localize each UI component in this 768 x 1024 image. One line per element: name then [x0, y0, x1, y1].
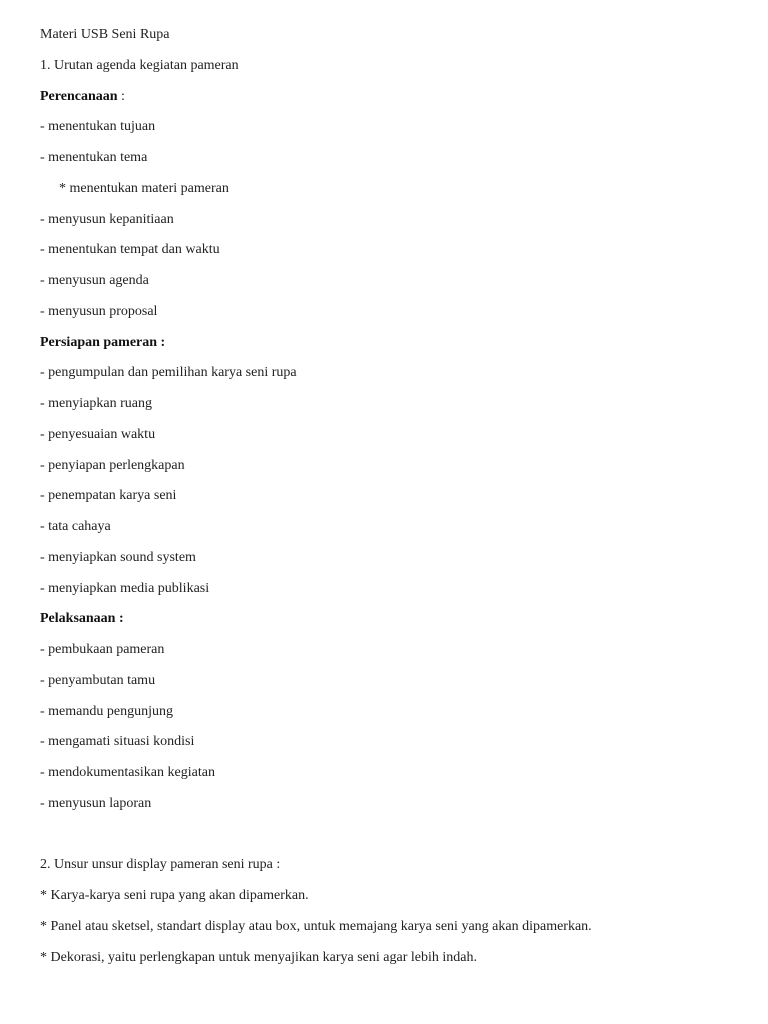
list-item: - menyusun laporan	[40, 795, 152, 811]
list-item: - penyiapan perlengkapan	[40, 457, 185, 473]
list-item: - menyiapkan media publikasi	[40, 580, 210, 596]
persiapan-heading: Persiapan pameran :	[40, 334, 166, 350]
list-item: - memandu pengunjung	[40, 703, 173, 719]
list-item: - menentukan tujuan	[40, 119, 156, 135]
section2-heading: 2. Unsur unsur display pameran seni rupa :	[40, 857, 281, 873]
list-item: - menyusun kepanitiaan	[40, 211, 174, 227]
list-item: - penyesuaian waktu	[40, 426, 156, 442]
list-item: - menyusun proposal	[40, 303, 158, 319]
document-title: Materi USB Seni Rupa	[40, 27, 170, 42]
list-item: * Panel atau sketsel, standart display atau box, untuk memajang karya seni yang akan dipamerkan.	[40, 918, 592, 934]
section1-heading: 1. Urutan agenda kegiatan pameran	[40, 57, 239, 73]
list-item: - penempatan karya seni	[40, 488, 177, 504]
list-item: - mendokumentasikan kegiatan	[40, 765, 215, 780]
list-item: - mengamati situasi kondisi	[40, 734, 195, 750]
list-item: - menyusun agenda	[40, 273, 149, 288]
list-item: - tata cahaya	[40, 519, 111, 534]
list-item: - menentukan tema	[40, 150, 148, 165]
list-item: - penyambutan tamu	[40, 672, 156, 688]
perencanaan-heading	[40, 86, 740, 117]
list-item: - menyiapkan ruang	[40, 396, 152, 411]
list-item: - pengumpulan dan pemilihan karya seni rupa	[40, 365, 297, 381]
blank-line	[40, 824, 740, 855]
list-subitem: * menentukan materi pameran	[59, 180, 229, 196]
list-item: * Karya-karya seni rupa yang akan dipamerkan.	[40, 888, 309, 903]
perencanaan-label: Perencanaan	[40, 88, 118, 104]
list-item: - menyiapkan sound system	[40, 549, 196, 565]
document-page	[40, 24, 740, 977]
perencanaan-suffix: :	[117, 88, 125, 104]
list-item: - pembukaan pameran	[40, 642, 165, 657]
list-item: * Dekorasi, yaitu perlengkapan untuk menyajikan karya seni agar lebih indah.	[40, 949, 477, 965]
list-item: - menentukan tempat dan waktu	[40, 242, 220, 258]
pelaksanaan-heading: Pelaksanaan :	[40, 611, 124, 627]
